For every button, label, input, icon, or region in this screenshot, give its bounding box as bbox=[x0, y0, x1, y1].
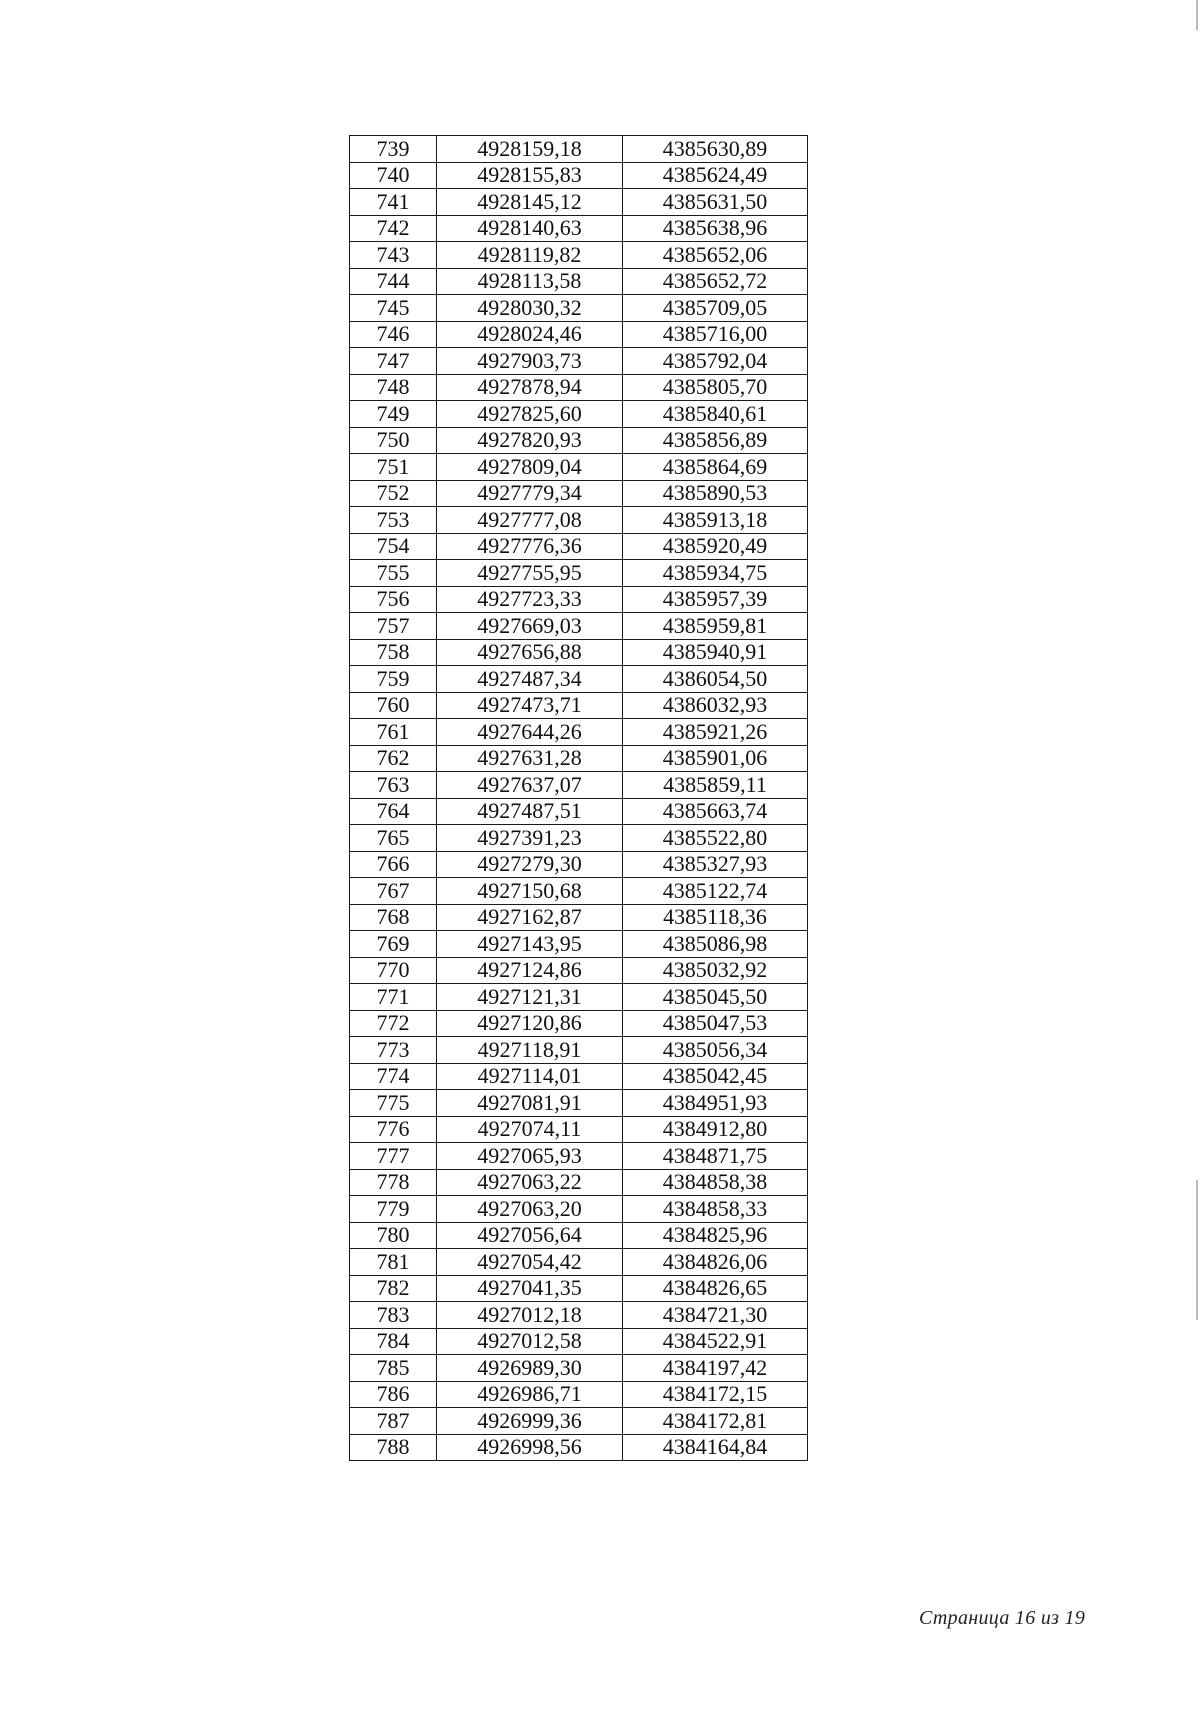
x-coordinate-cell: 4927777,08 bbox=[437, 507, 623, 534]
y-coordinate-cell: 4384826,06 bbox=[623, 1249, 808, 1276]
table-row bbox=[350, 613, 808, 640]
y-coordinate-cell: 4385959,81 bbox=[623, 613, 808, 640]
y-coordinate-cell: 4385631,50 bbox=[623, 189, 808, 216]
table-row bbox=[350, 1222, 808, 1249]
point-number-cell: 770 bbox=[350, 957, 437, 984]
x-coordinate-cell: 4927150,68 bbox=[437, 878, 623, 905]
x-coordinate-cell: 4927631,28 bbox=[437, 745, 623, 772]
x-coordinate-cell: 4927063,20 bbox=[437, 1196, 623, 1223]
point-number-cell: 743 bbox=[350, 242, 437, 269]
point-number-cell: 761 bbox=[350, 719, 437, 746]
point-number-cell: 775 bbox=[350, 1090, 437, 1117]
y-coordinate-cell: 4385792,04 bbox=[623, 348, 808, 375]
x-coordinate-cell: 4927012,58 bbox=[437, 1328, 623, 1355]
point-number-cell: 742 bbox=[350, 215, 437, 242]
point-number-cell: 748 bbox=[350, 374, 437, 401]
x-coordinate-cell: 4927809,04 bbox=[437, 454, 623, 481]
table-row bbox=[350, 1249, 808, 1276]
y-coordinate-cell: 4386032,93 bbox=[623, 692, 808, 719]
table-row bbox=[350, 533, 808, 560]
y-coordinate-cell: 4385890,53 bbox=[623, 480, 808, 507]
point-number-cell: 762 bbox=[350, 745, 437, 772]
x-coordinate-cell: 4927779,34 bbox=[437, 480, 623, 507]
table-row bbox=[350, 1116, 808, 1143]
x-coordinate-cell: 4927074,11 bbox=[437, 1116, 623, 1143]
table-row bbox=[350, 1381, 808, 1408]
point-number-cell: 769 bbox=[350, 931, 437, 958]
point-number-cell: 782 bbox=[350, 1275, 437, 1302]
table-row bbox=[350, 1010, 808, 1037]
table-row bbox=[350, 1196, 808, 1223]
point-number-cell: 758 bbox=[350, 639, 437, 666]
table-row bbox=[350, 1408, 808, 1435]
x-coordinate-cell: 4927121,31 bbox=[437, 984, 623, 1011]
point-number-cell: 788 bbox=[350, 1434, 437, 1461]
table-row bbox=[350, 242, 808, 269]
table-row bbox=[350, 798, 808, 825]
point-number-cell: 739 bbox=[350, 136, 437, 163]
point-number-cell: 767 bbox=[350, 878, 437, 905]
x-coordinate-cell: 4927825,60 bbox=[437, 401, 623, 428]
point-number-cell: 787 bbox=[350, 1408, 437, 1435]
x-coordinate-cell: 4928024,46 bbox=[437, 321, 623, 348]
y-coordinate-cell: 4385630,89 bbox=[623, 136, 808, 163]
coordinates-table bbox=[349, 135, 808, 1461]
point-number-cell: 771 bbox=[350, 984, 437, 1011]
y-coordinate-cell: 4384197,42 bbox=[623, 1355, 808, 1382]
y-coordinate-cell: 4385086,98 bbox=[623, 931, 808, 958]
y-coordinate-cell: 4385327,93 bbox=[623, 851, 808, 878]
point-number-cell: 766 bbox=[350, 851, 437, 878]
y-coordinate-cell: 4384172,81 bbox=[623, 1408, 808, 1435]
x-coordinate-cell: 4927391,23 bbox=[437, 825, 623, 852]
x-coordinate-cell: 4928159,18 bbox=[437, 136, 623, 163]
scan-edge-mark bbox=[1196, 0, 1198, 30]
point-number-cell: 773 bbox=[350, 1037, 437, 1064]
table-row bbox=[350, 692, 808, 719]
y-coordinate-cell: 4385042,45 bbox=[623, 1063, 808, 1090]
y-coordinate-cell: 4385856,89 bbox=[623, 427, 808, 454]
x-coordinate-cell: 4926986,71 bbox=[437, 1381, 623, 1408]
point-number-cell: 747 bbox=[350, 348, 437, 375]
x-coordinate-cell: 4928140,63 bbox=[437, 215, 623, 242]
y-coordinate-cell: 4384912,80 bbox=[623, 1116, 808, 1143]
point-number-cell: 757 bbox=[350, 613, 437, 640]
table-row bbox=[350, 454, 808, 481]
table-row bbox=[350, 666, 808, 693]
y-coordinate-cell: 4384871,75 bbox=[623, 1143, 808, 1170]
y-coordinate-cell: 4384826,65 bbox=[623, 1275, 808, 1302]
x-coordinate-cell: 4927487,34 bbox=[437, 666, 623, 693]
x-coordinate-cell: 4926989,30 bbox=[437, 1355, 623, 1382]
coordinates-table-body bbox=[350, 136, 808, 1461]
table-row bbox=[350, 480, 808, 507]
x-coordinate-cell: 4927065,93 bbox=[437, 1143, 623, 1170]
point-number-cell: 760 bbox=[350, 692, 437, 719]
x-coordinate-cell: 4926998,56 bbox=[437, 1434, 623, 1461]
y-coordinate-cell: 4385122,74 bbox=[623, 878, 808, 905]
table-row bbox=[350, 957, 808, 984]
y-coordinate-cell: 4385805,70 bbox=[623, 374, 808, 401]
y-coordinate-cell: 4385940,91 bbox=[623, 639, 808, 666]
table-row bbox=[350, 1355, 808, 1382]
y-coordinate-cell: 4385056,34 bbox=[623, 1037, 808, 1064]
table-row bbox=[350, 1143, 808, 1170]
point-number-cell: 754 bbox=[350, 533, 437, 560]
y-coordinate-cell: 4384522,91 bbox=[623, 1328, 808, 1355]
table-row bbox=[350, 1063, 808, 1090]
point-number-cell: 774 bbox=[350, 1063, 437, 1090]
table-row bbox=[350, 586, 808, 613]
table-row bbox=[350, 401, 808, 428]
x-coordinate-cell: 4927054,42 bbox=[437, 1249, 623, 1276]
x-coordinate-cell: 4927162,87 bbox=[437, 904, 623, 931]
point-number-cell: 752 bbox=[350, 480, 437, 507]
page-number-footer: Страница 16 из 19 bbox=[919, 1607, 1086, 1629]
point-number-cell: 740 bbox=[350, 162, 437, 189]
x-coordinate-cell: 4927776,36 bbox=[437, 533, 623, 560]
y-coordinate-cell: 4385864,69 bbox=[623, 454, 808, 481]
x-coordinate-cell: 4928119,82 bbox=[437, 242, 623, 269]
table-row bbox=[350, 1090, 808, 1117]
y-coordinate-cell: 4385901,06 bbox=[623, 745, 808, 772]
table-row bbox=[350, 295, 808, 322]
y-coordinate-cell: 4385663,74 bbox=[623, 798, 808, 825]
x-coordinate-cell: 4927637,07 bbox=[437, 772, 623, 799]
x-coordinate-cell: 4927118,91 bbox=[437, 1037, 623, 1064]
point-number-cell: 764 bbox=[350, 798, 437, 825]
y-coordinate-cell: 4385840,61 bbox=[623, 401, 808, 428]
y-coordinate-cell: 4385921,26 bbox=[623, 719, 808, 746]
table-row bbox=[350, 825, 808, 852]
x-coordinate-cell: 4927081,91 bbox=[437, 1090, 623, 1117]
y-coordinate-cell: 4385624,49 bbox=[623, 162, 808, 189]
x-coordinate-cell: 4927878,94 bbox=[437, 374, 623, 401]
y-coordinate-cell: 4385032,92 bbox=[623, 957, 808, 984]
y-coordinate-cell: 4385934,75 bbox=[623, 560, 808, 587]
table-row bbox=[350, 162, 808, 189]
table-row bbox=[350, 1302, 808, 1329]
table-row bbox=[350, 321, 808, 348]
point-number-cell: 759 bbox=[350, 666, 437, 693]
y-coordinate-cell: 4385045,50 bbox=[623, 984, 808, 1011]
x-coordinate-cell: 4927755,95 bbox=[437, 560, 623, 587]
table-row bbox=[350, 348, 808, 375]
table-row bbox=[350, 878, 808, 905]
y-coordinate-cell: 4386054,50 bbox=[623, 666, 808, 693]
point-number-cell: 763 bbox=[350, 772, 437, 799]
x-coordinate-cell: 4927487,51 bbox=[437, 798, 623, 825]
table-row bbox=[350, 268, 808, 295]
y-coordinate-cell: 4384721,30 bbox=[623, 1302, 808, 1329]
table-row bbox=[350, 904, 808, 931]
table-row bbox=[350, 931, 808, 958]
point-number-cell: 778 bbox=[350, 1169, 437, 1196]
point-number-cell: 744 bbox=[350, 268, 437, 295]
table-row bbox=[350, 1169, 808, 1196]
point-number-cell: 772 bbox=[350, 1010, 437, 1037]
point-number-cell: 783 bbox=[350, 1302, 437, 1329]
table-row bbox=[350, 1434, 808, 1461]
point-number-cell: 749 bbox=[350, 401, 437, 428]
x-coordinate-cell: 4927669,03 bbox=[437, 613, 623, 640]
table-row bbox=[350, 1328, 808, 1355]
x-coordinate-cell: 4927473,71 bbox=[437, 692, 623, 719]
point-number-cell: 776 bbox=[350, 1116, 437, 1143]
point-number-cell: 750 bbox=[350, 427, 437, 454]
table-row bbox=[350, 215, 808, 242]
table-row bbox=[350, 136, 808, 163]
x-coordinate-cell: 4928155,83 bbox=[437, 162, 623, 189]
y-coordinate-cell: 4385957,39 bbox=[623, 586, 808, 613]
y-coordinate-cell: 4384858,33 bbox=[623, 1196, 808, 1223]
point-number-cell: 745 bbox=[350, 295, 437, 322]
table-row bbox=[350, 984, 808, 1011]
table-row bbox=[350, 719, 808, 746]
x-coordinate-cell: 4927644,26 bbox=[437, 719, 623, 746]
table-row bbox=[350, 507, 808, 534]
x-coordinate-cell: 4926999,36 bbox=[437, 1408, 623, 1435]
y-coordinate-cell: 4384825,96 bbox=[623, 1222, 808, 1249]
x-coordinate-cell: 4927279,30 bbox=[437, 851, 623, 878]
x-coordinate-cell: 4927012,18 bbox=[437, 1302, 623, 1329]
y-coordinate-cell: 4384951,93 bbox=[623, 1090, 808, 1117]
x-coordinate-cell: 4927903,73 bbox=[437, 348, 623, 375]
y-coordinate-cell: 4385652,72 bbox=[623, 268, 808, 295]
point-number-cell: 785 bbox=[350, 1355, 437, 1382]
point-number-cell: 777 bbox=[350, 1143, 437, 1170]
point-number-cell: 784 bbox=[350, 1328, 437, 1355]
table-row bbox=[350, 374, 808, 401]
point-number-cell: 786 bbox=[350, 1381, 437, 1408]
point-number-cell: 779 bbox=[350, 1196, 437, 1223]
x-coordinate-cell: 4927114,01 bbox=[437, 1063, 623, 1090]
y-coordinate-cell: 4385522,80 bbox=[623, 825, 808, 852]
table-row bbox=[350, 560, 808, 587]
table-row bbox=[350, 1275, 808, 1302]
x-coordinate-cell: 4927120,86 bbox=[437, 1010, 623, 1037]
y-coordinate-cell: 4384164,84 bbox=[623, 1434, 808, 1461]
table-row bbox=[350, 851, 808, 878]
y-coordinate-cell: 4385638,96 bbox=[623, 215, 808, 242]
point-number-cell: 741 bbox=[350, 189, 437, 216]
x-coordinate-cell: 4927063,22 bbox=[437, 1169, 623, 1196]
table-row bbox=[350, 772, 808, 799]
table-row bbox=[350, 427, 808, 454]
y-coordinate-cell: 4384858,38 bbox=[623, 1169, 808, 1196]
y-coordinate-cell: 4385047,53 bbox=[623, 1010, 808, 1037]
y-coordinate-cell: 4385920,49 bbox=[623, 533, 808, 560]
x-coordinate-cell: 4927041,35 bbox=[437, 1275, 623, 1302]
table-row bbox=[350, 189, 808, 216]
scan-edge-mark bbox=[1196, 1180, 1198, 1320]
y-coordinate-cell: 4385709,05 bbox=[623, 295, 808, 322]
point-number-cell: 780 bbox=[350, 1222, 437, 1249]
y-coordinate-cell: 4385652,06 bbox=[623, 242, 808, 269]
x-coordinate-cell: 4927143,95 bbox=[437, 931, 623, 958]
point-number-cell: 755 bbox=[350, 560, 437, 587]
x-coordinate-cell: 4927820,93 bbox=[437, 427, 623, 454]
y-coordinate-cell: 4385859,11 bbox=[623, 772, 808, 799]
point-number-cell: 768 bbox=[350, 904, 437, 931]
point-number-cell: 765 bbox=[350, 825, 437, 852]
y-coordinate-cell: 4385913,18 bbox=[623, 507, 808, 534]
x-coordinate-cell: 4928113,58 bbox=[437, 268, 623, 295]
point-number-cell: 781 bbox=[350, 1249, 437, 1276]
point-number-cell: 756 bbox=[350, 586, 437, 613]
point-number-cell: 746 bbox=[350, 321, 437, 348]
table-row bbox=[350, 639, 808, 666]
x-coordinate-cell: 4927056,64 bbox=[437, 1222, 623, 1249]
y-coordinate-cell: 4384172,15 bbox=[623, 1381, 808, 1408]
table-row bbox=[350, 745, 808, 772]
x-coordinate-cell: 4928030,32 bbox=[437, 295, 623, 322]
y-coordinate-cell: 4385118,36 bbox=[623, 904, 808, 931]
point-number-cell: 751 bbox=[350, 454, 437, 481]
x-coordinate-cell: 4927656,88 bbox=[437, 639, 623, 666]
x-coordinate-cell: 4927124,86 bbox=[437, 957, 623, 984]
y-coordinate-cell: 4385716,00 bbox=[623, 321, 808, 348]
x-coordinate-cell: 4928145,12 bbox=[437, 189, 623, 216]
table-row bbox=[350, 1037, 808, 1064]
point-number-cell: 753 bbox=[350, 507, 437, 534]
x-coordinate-cell: 4927723,33 bbox=[437, 586, 623, 613]
